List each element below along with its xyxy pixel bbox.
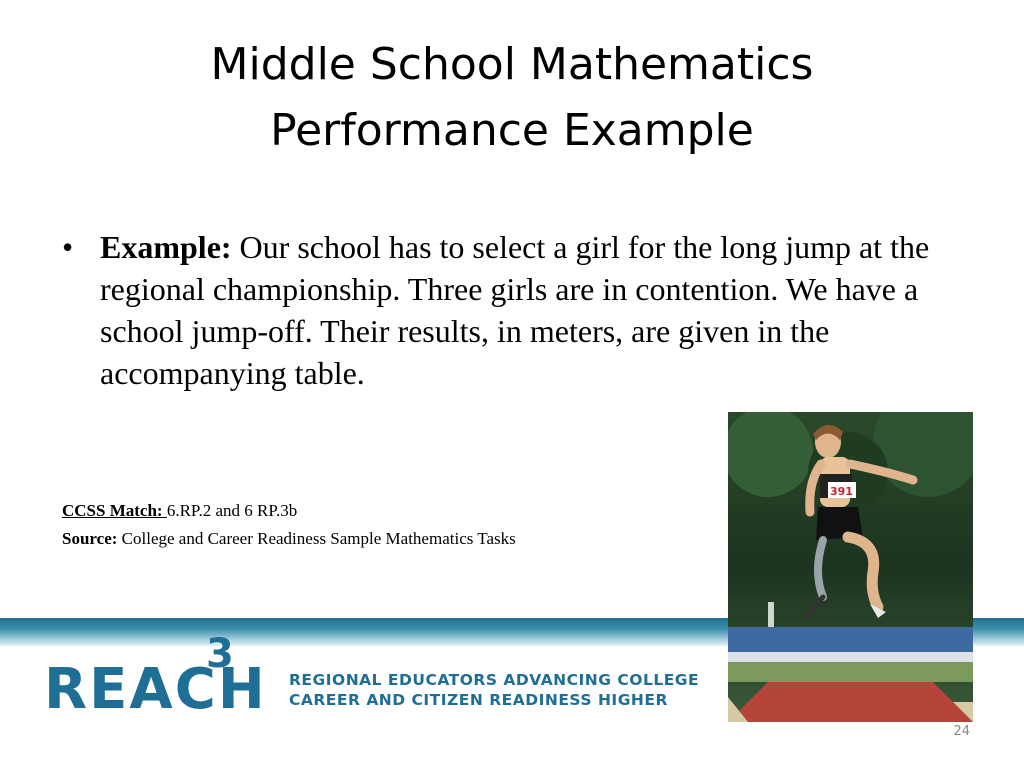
athlete-image [728, 412, 973, 722]
bullet-text [100, 226, 952, 394]
bullet-item [62, 226, 952, 394]
ccss-label: CCSS Match: [62, 501, 167, 520]
bullet-dot-icon: • [62, 229, 74, 265]
ccss-line [62, 497, 522, 525]
example-label: Example: [100, 229, 232, 265]
source-label: Source: [62, 529, 118, 548]
logo-tagline [289, 670, 699, 710]
long-jump-photo [728, 412, 973, 722]
bib-number: 391 [830, 485, 853, 498]
example-body: Our school has to select a girl for the long jump at the regional championship. Three girls are in contention. We have a school jump-off. Their results, in meters, are given in the accompanying table. [100, 229, 930, 391]
tagline-line-1: REGIONAL EDUCATORS ADVANCING COLLEGE [289, 671, 700, 689]
tagline-line-2: CAREER AND CITIZEN READINESS HIGHER [289, 691, 668, 709]
slide-title [100, 32, 924, 164]
reference-notes [62, 497, 522, 553]
logo-superscript: 3 [206, 631, 234, 677]
logo-wordmark: REACH [44, 657, 267, 722]
ccss-value: 6.RP.2 and 6 RP.3b [166, 501, 298, 520]
source-line [62, 525, 522, 553]
title-line-1: Middle School Mathematics [210, 39, 814, 90]
source-value: College and Career Readiness Sample Mathematics Tasks [117, 529, 516, 548]
page-number: 24 [953, 724, 970, 739]
title-line-2: Performance Example [270, 105, 754, 156]
